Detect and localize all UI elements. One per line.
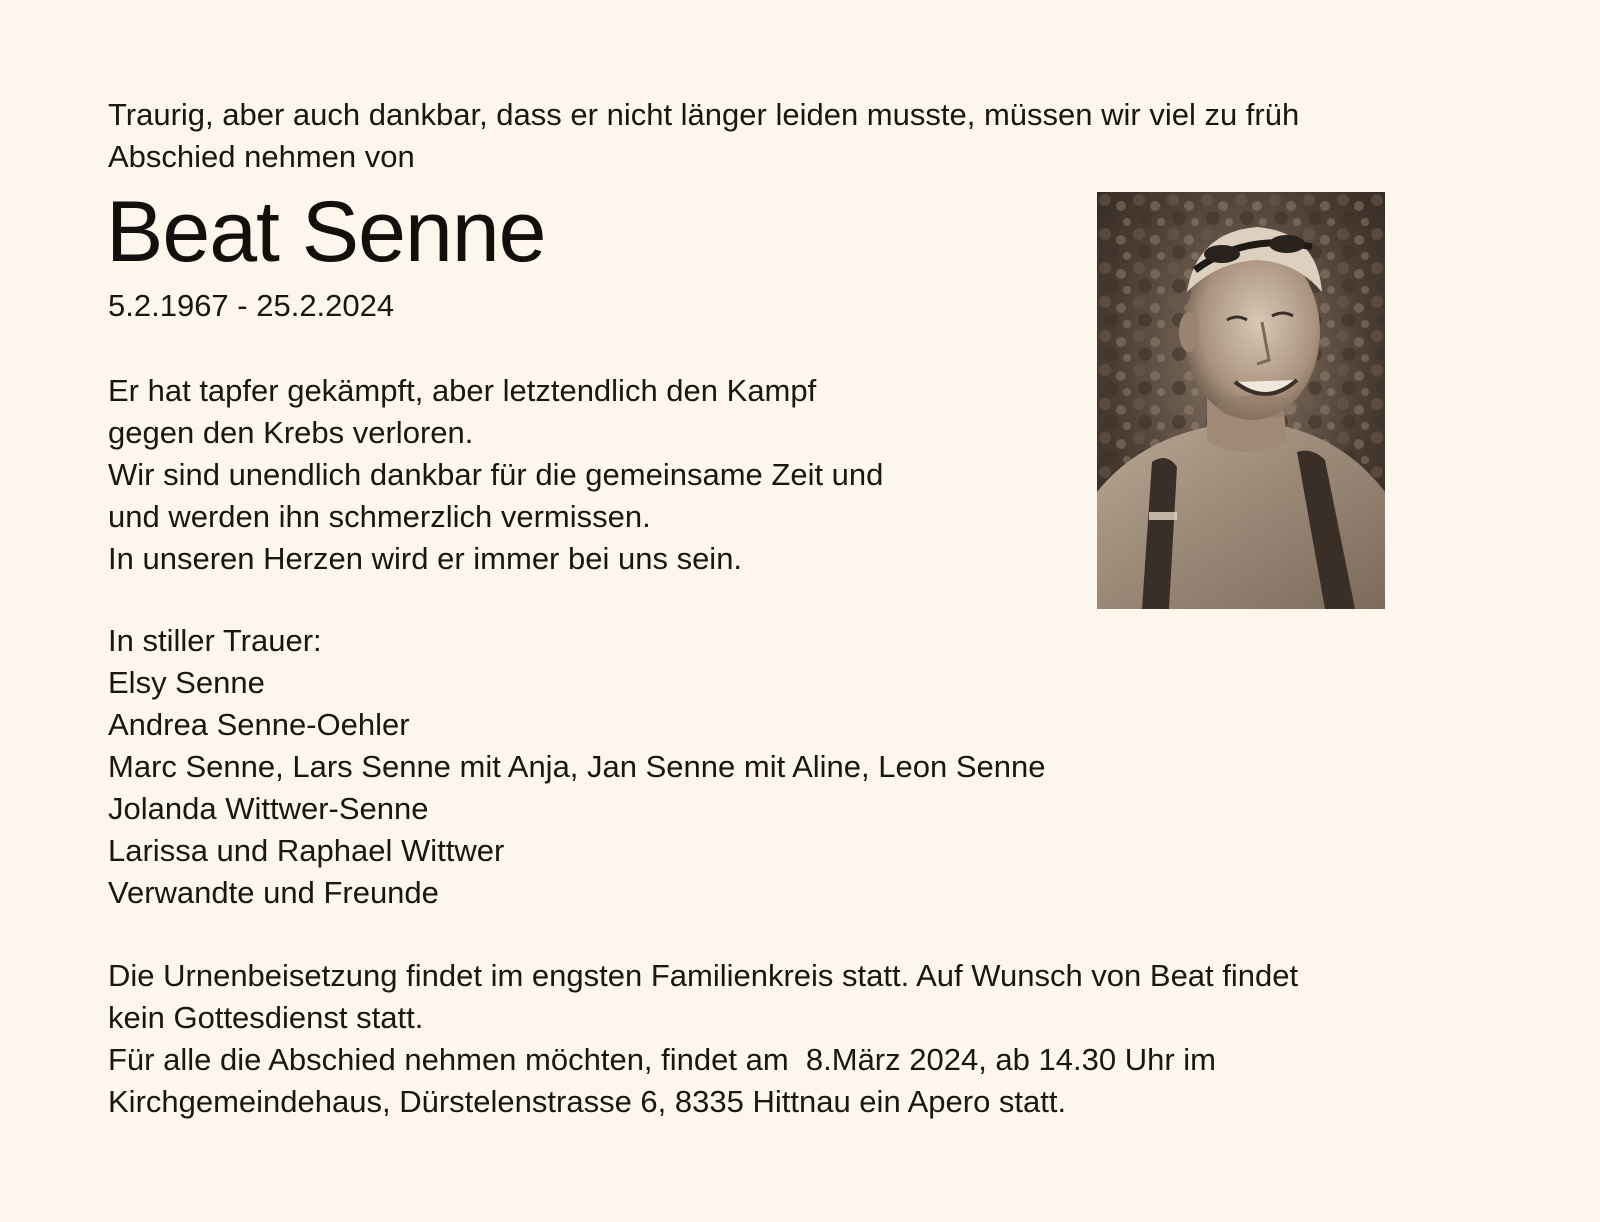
intro-line-2: Abschied nehmen von <box>108 139 415 174</box>
notice-line: kein Gottesdienst statt. <box>108 1000 424 1035</box>
tribute-text <box>108 370 1008 580</box>
tribute-line: gegen den Krebs verloren. <box>108 415 474 450</box>
life-dates: 5.2.1967 - 25.2.2024 <box>108 288 395 323</box>
intro-line-1: Traurig, aber auch dankbar, dass er nicht länger leiden musste, müssen wir viel zu früh <box>108 97 1300 132</box>
notice-line: Kirchgemeindehaus, Dürstelenstrasse 6, 8335 Hittnau ein Apero statt. <box>108 1084 1067 1119</box>
mourners-list <box>108 620 1308 914</box>
tribute-line: Er hat tapfer gekämpft, aber letztendlich den Kampf <box>108 373 817 408</box>
mourner-name: Jolanda Wittwer-Senne <box>108 791 429 826</box>
notice-line: Die Urnenbeisetzung findet im engsten Familienkreis statt. Auf Wunsch von Beat findet <box>108 958 1299 993</box>
deceased-name: Beat Senne <box>106 184 546 280</box>
tribute-line: Wir sind unendlich dankbar für die gemeinsame Zeit und <box>108 457 884 492</box>
portrait-photo <box>1097 192 1385 609</box>
intro-text <box>108 94 1468 178</box>
mourners-heading: In stiller Trauer: <box>108 623 322 658</box>
tribute-line: und werden ihn schmerzlich vermissen. <box>108 499 651 534</box>
ceremony-notice <box>108 955 1508 1123</box>
tribute-line: In unseren Herzen wird er immer bei uns sein. <box>108 541 743 576</box>
mourner-name: Verwandte und Freunde <box>108 875 439 910</box>
mourner-name: Marc Senne, Lars Senne mit Anja, Jan Senne mit Aline, Leon Senne <box>108 749 1046 784</box>
notice-line: Für alle die Abschied nehmen möchten, findet am 8.März 2024, ab 14.30 Uhr im <box>108 1042 1216 1077</box>
mourner-name: Larissa und Raphael Wittwer <box>108 833 505 868</box>
mourner-name: Andrea Senne-Oehler <box>108 707 410 742</box>
mourner-name: Elsy Senne <box>108 665 265 700</box>
